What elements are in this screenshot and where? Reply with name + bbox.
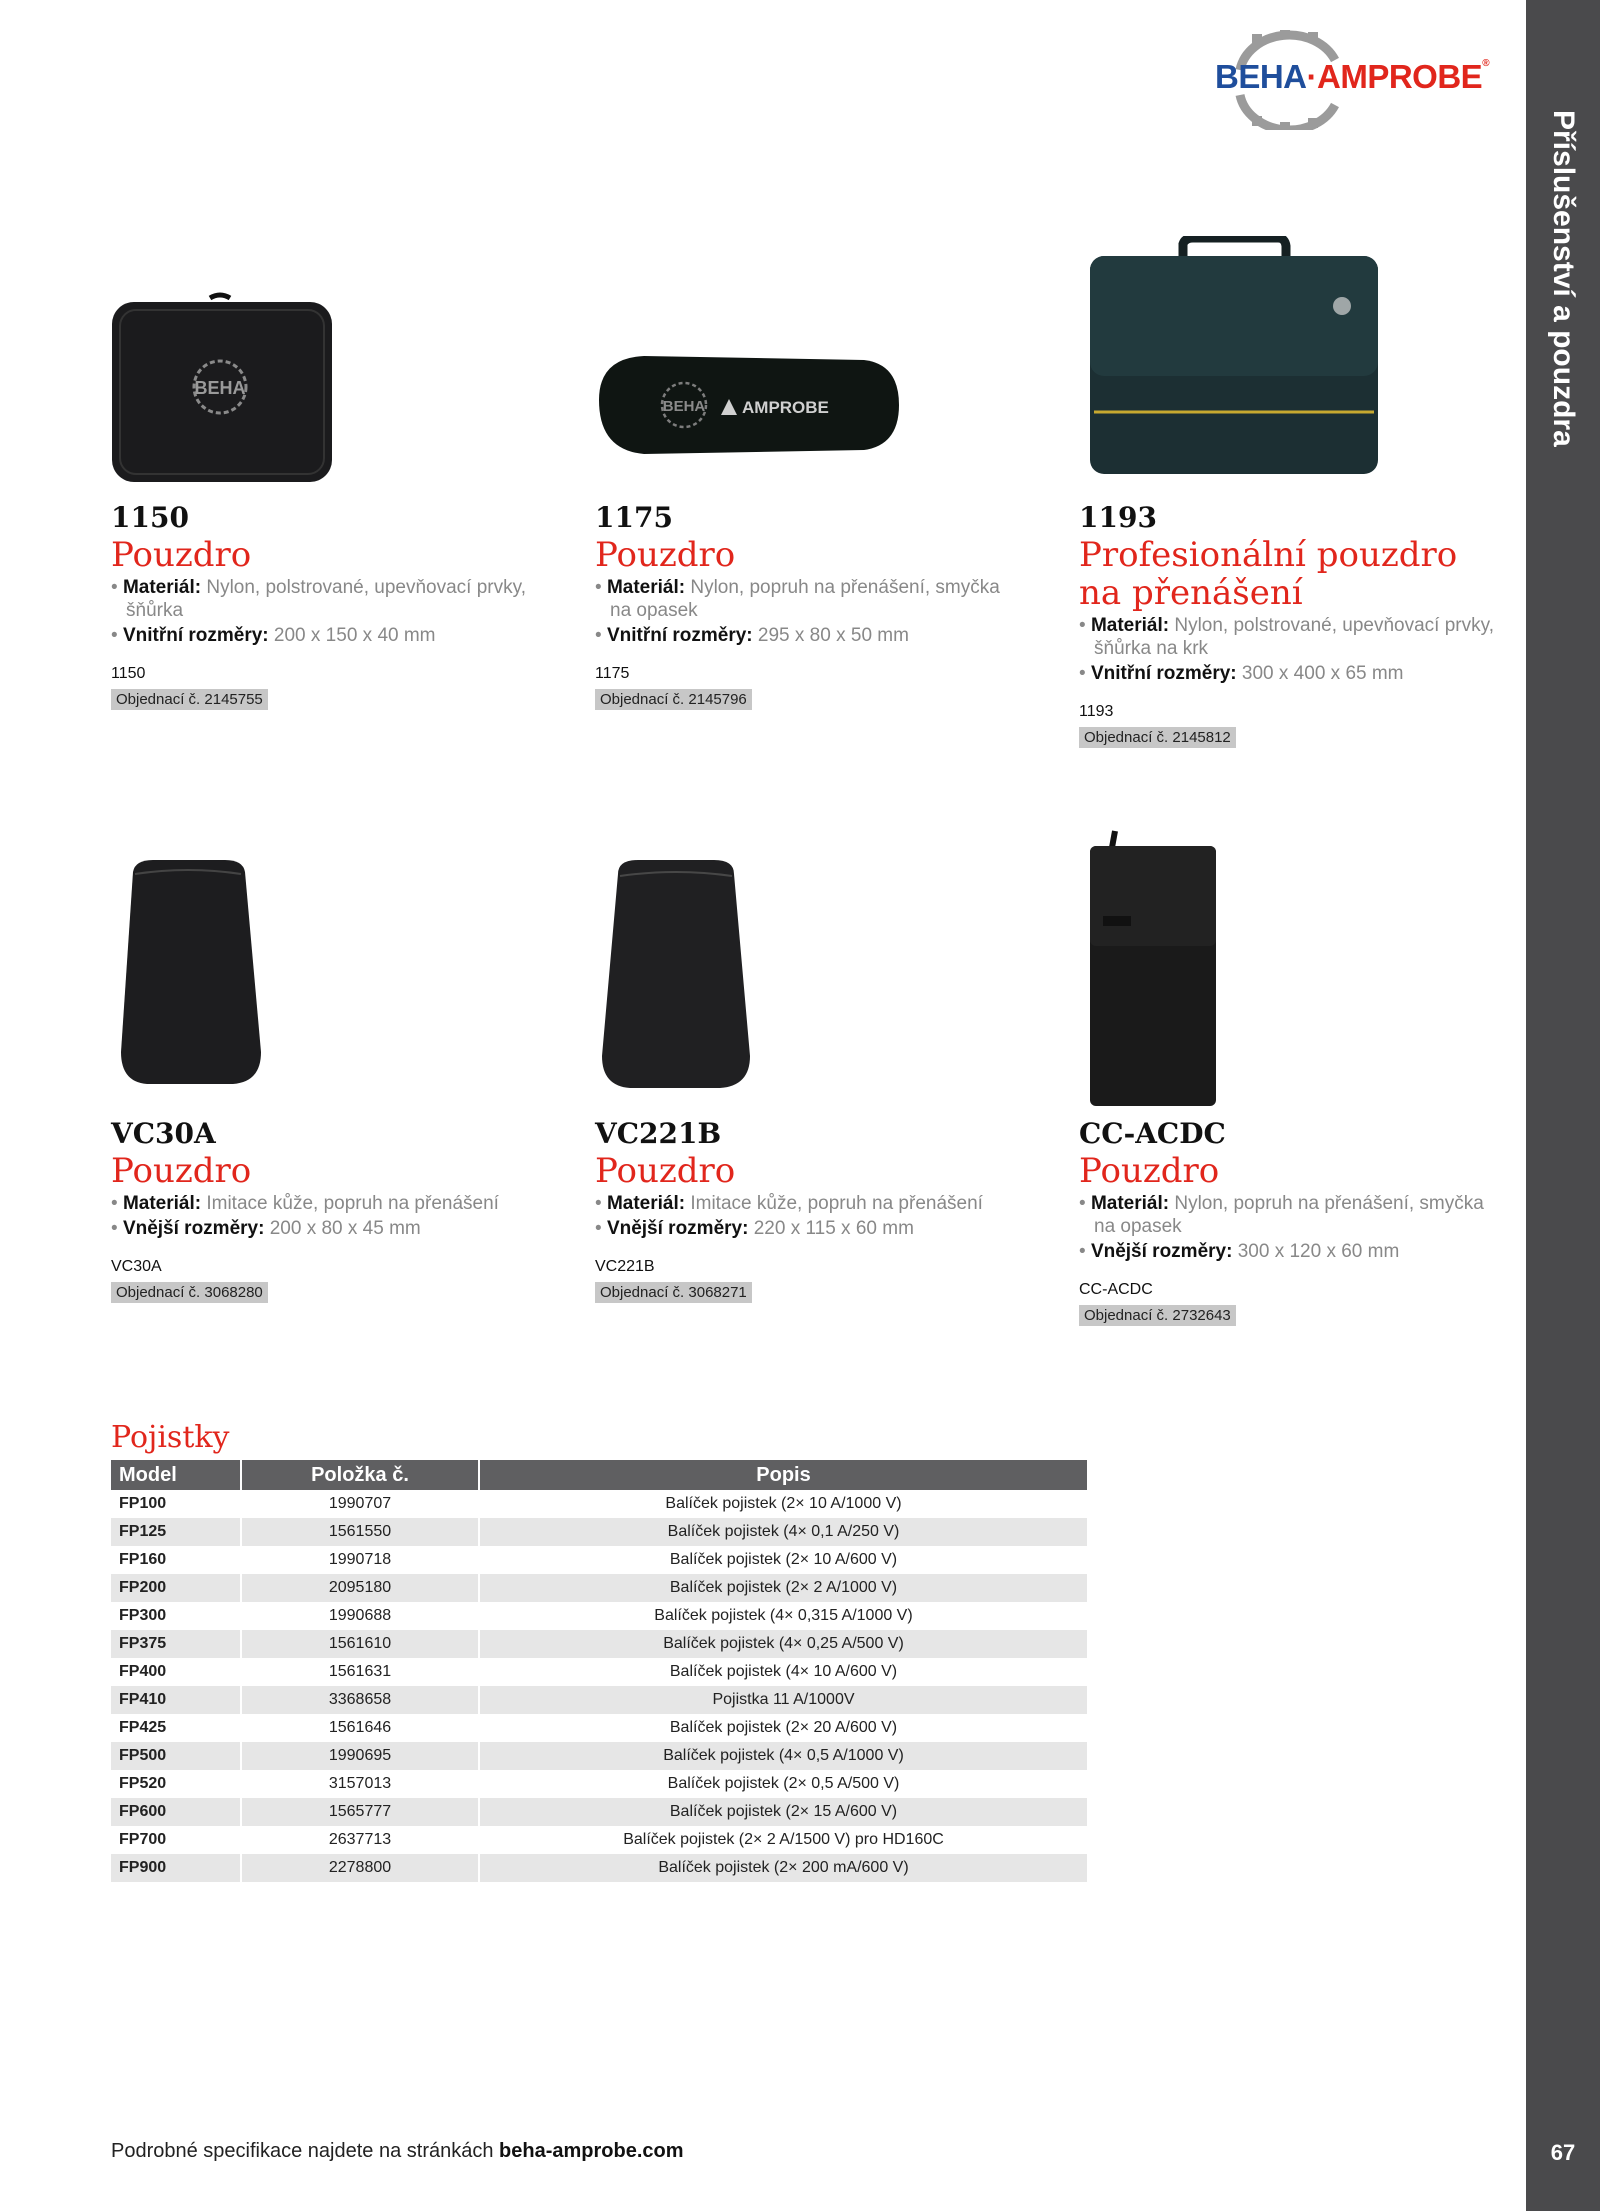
table-row: [111, 1602, 1088, 1630]
cell-description: Balíček pojistek (2× 2 A/1000 V): [479, 1574, 1088, 1602]
cell-description: Balíček pojistek (2× 200 mA/600 V): [479, 1854, 1088, 1882]
cell-description: Balíček pojistek (2× 10 A/1000 V): [479, 1490, 1088, 1518]
cell-description: Pojistka 11 A/1000V: [479, 1686, 1088, 1714]
table-row: [111, 1742, 1088, 1770]
cell-description: Balíček pojistek (2× 20 A/600 V): [479, 1714, 1088, 1742]
cell-model: FP160: [111, 1546, 241, 1574]
spec-value: Nylon, polstrované, upevňovací prvky, šňůrka: [126, 577, 527, 621]
table-row: [111, 1490, 1088, 1518]
table-row: [111, 1630, 1088, 1658]
spec-label: Vnější rozměry:: [1090, 1241, 1233, 1262]
cell-model: FP520: [111, 1770, 241, 1798]
cell-model: FP900: [111, 1854, 241, 1882]
case-1150-image: [110, 290, 335, 485]
spec-dimensions: • Vnější rozměry: 220 x 115 x 60 mm: [595, 1218, 914, 1239]
spec-label: Materiál:: [606, 577, 686, 598]
case-vc30a-image: [113, 852, 263, 1092]
case-vc221b-image: [596, 852, 754, 1094]
cell-item-number: 1990718: [241, 1546, 479, 1574]
case-1150-brand: BEHA: [194, 378, 246, 398]
spec-dimensions: • Vnější rozměry: 300 x 120 x 60 mm: [1079, 1241, 1400, 1262]
cell-model: FP500: [111, 1742, 241, 1770]
spec-value: Imitace kůže, popruh na přenášení: [206, 1193, 499, 1214]
cell-item-number: 1990695: [241, 1742, 479, 1770]
product-name: Pouzdro: [111, 1151, 252, 1191]
table-row: [111, 1854, 1088, 1882]
spec-value: Nylon, popruh na přenášení, smyčka na opasek: [1094, 1193, 1484, 1237]
case-1175-image: [594, 350, 904, 460]
spec-value: Nylon, polstrované, upevňovací prvky, šňůrka na krk: [1094, 615, 1495, 659]
order-model: VC30A: [111, 1258, 162, 1275]
cell-item-number: 2095180: [241, 1574, 479, 1602]
spec-label: Vnitřní rozměry:: [606, 625, 753, 646]
order-model: 1193: [1079, 703, 1114, 720]
product-code: VC221B: [595, 1117, 722, 1150]
order-number: Objednací č. 3068271: [595, 1282, 752, 1303]
cell-description: Balíček pojistek (2× 10 A/600 V): [479, 1546, 1088, 1574]
column-header-model: Model: [111, 1460, 241, 1490]
cell-model: FP375: [111, 1630, 241, 1658]
spec-value: 200 x 80 x 45 mm: [269, 1218, 421, 1239]
product-code: CC-ACDC: [1079, 1117, 1226, 1150]
cell-item-number: 1561646: [241, 1714, 479, 1742]
spec-label: Materiál:: [1090, 615, 1170, 636]
fuses-table-body: [111, 1490, 1088, 1882]
cell-item-number: 1561550: [241, 1518, 479, 1546]
spec-dimensions: • Vnitřní rozměry: 295 x 80 x 50 mm: [595, 625, 909, 646]
table-row: [111, 1826, 1088, 1854]
cell-description: Balíček pojistek (4× 0,1 A/250 V): [479, 1518, 1088, 1546]
spec-value: 300 x 400 x 65 mm: [1241, 663, 1404, 684]
cell-description: Balíček pojistek (2× 2 A/1500 V) pro HD160C: [479, 1826, 1088, 1854]
spec-dimensions: • Vnitřní rozměry: 300 x 400 x 65 mm: [1079, 663, 1404, 684]
spec-material: • Materiál: Nylon, popruh na přenášení, smyčka na opasek: [595, 577, 1000, 621]
table-row: [111, 1574, 1088, 1602]
order-model: 1175: [595, 665, 630, 682]
logo-wordmark: [1215, 58, 1489, 96]
section-title-text: Příslušenství a pouzdra: [1547, 110, 1580, 447]
product-vc30a: [111, 1118, 541, 1303]
order-number: Objednací č. 2145796: [595, 689, 752, 710]
cell-description: Balíček pojistek (2× 0,5 A/500 V): [479, 1770, 1088, 1798]
logo-registered: ®: [1482, 58, 1490, 69]
product-name: Pouzdro: [595, 1151, 736, 1191]
product-code: VC30A: [111, 1117, 216, 1150]
logo-dot: ·: [1306, 58, 1318, 95]
order-number: Objednací č. 2732643: [1079, 1305, 1236, 1326]
table-row: [111, 1686, 1088, 1714]
order-model: VC221B: [595, 1258, 655, 1275]
order-model: 1150: [111, 665, 146, 682]
spec-label: Materiál:: [1090, 1193, 1170, 1214]
spec-label: Materiál:: [606, 1193, 686, 1214]
spec-dimensions: • Vnitřní rozměry: 200 x 150 x 40 mm: [111, 625, 436, 646]
cell-item-number: 1565777: [241, 1798, 479, 1826]
cell-description: Balíček pojistek (4× 0,315 A/1000 V): [479, 1602, 1088, 1630]
case-1193-image: [1088, 236, 1380, 476]
spec-value: 300 x 120 x 60 mm: [1237, 1241, 1400, 1262]
footer-link[interactable]: beha-amprobe.com: [499, 2140, 684, 2162]
cell-model: FP700: [111, 1826, 241, 1854]
product-cc-acdc: [1079, 1118, 1509, 1326]
order-model: CC-ACDC: [1079, 1281, 1153, 1298]
cell-item-number: 1990688: [241, 1602, 479, 1630]
spec-material: • Materiál: Imitace kůže, popruh na přenášení: [595, 1193, 983, 1214]
spec-value: Imitace kůže, popruh na přenášení: [690, 1193, 983, 1214]
spec-label: Materiál:: [122, 1193, 202, 1214]
section-title: [1545, 110, 1581, 470]
cell-item-number: 3157013: [241, 1770, 479, 1798]
cell-model: FP100: [111, 1490, 241, 1518]
brand-logo: [1210, 30, 1510, 130]
order-number: Objednací č. 3068280: [111, 1282, 268, 1303]
spec-value: 295 x 80 x 50 mm: [757, 625, 909, 646]
fuses-heading: Pojistky: [111, 1420, 230, 1455]
cell-description: Balíček pojistek (4× 0,25 A/500 V): [479, 1630, 1088, 1658]
logo-beha: BEHA: [1215, 58, 1307, 95]
product-1175: [595, 502, 1025, 710]
spec-value: 220 x 115 x 60 mm: [753, 1218, 914, 1239]
order-number: Objednací č. 2145755: [111, 689, 268, 710]
table-row: [111, 1798, 1088, 1826]
cell-description: Balíček pojistek (2× 15 A/600 V): [479, 1798, 1088, 1826]
product-name: Pouzdro: [111, 535, 252, 575]
spec-material: • Materiál: Imitace kůže, popruh na přenášení: [111, 1193, 499, 1214]
cell-item-number: 1990707: [241, 1490, 479, 1518]
cell-item-number: 1561610: [241, 1630, 479, 1658]
cell-model: FP600: [111, 1798, 241, 1826]
spec-value: Nylon, popruh na přenášení, smyčka na opasek: [610, 577, 1000, 621]
cell-description: Balíček pojistek (4× 10 A/600 V): [479, 1658, 1088, 1686]
product-1150: [111, 502, 541, 710]
cell-item-number: 1561631: [241, 1658, 479, 1686]
cell-model: FP125: [111, 1518, 241, 1546]
table-row: [111, 1546, 1088, 1574]
fuses-table: [111, 1460, 1089, 1882]
table-row: [111, 1770, 1088, 1798]
column-header-description: Popis: [479, 1460, 1088, 1490]
product-vc221b: [595, 1118, 1025, 1303]
spec-material: • Materiál: Nylon, popruh na přenášení, smyčka na opasek: [1079, 1193, 1484, 1237]
spec-label: Vnitřní rozměry:: [122, 625, 269, 646]
spec-label: Vnitřní rozměry:: [1090, 663, 1237, 684]
table-row: [111, 1658, 1088, 1686]
page-number: 67: [1550, 2140, 1576, 2165]
case-1175-brand-right: AMPROBE: [742, 398, 829, 417]
cell-item-number: 3368658: [241, 1686, 479, 1714]
case-cc-acdc-image: [1085, 826, 1219, 1108]
case-1175-brand-left: BEHA: [662, 398, 706, 415]
spec-label: Materiál:: [122, 577, 202, 598]
product-1193: [1079, 502, 1509, 748]
logo-amprobe: AMPROBE: [1317, 58, 1483, 95]
footer-note: [111, 2140, 684, 2163]
spec-material: • Materiál: Nylon, polstrované, upevňovací prvky, šňůrka na krk: [1079, 615, 1495, 659]
spec-label: Vnější rozměry:: [606, 1218, 749, 1239]
cell-item-number: 2637713: [241, 1826, 479, 1854]
product-name: Pouzdro: [595, 535, 736, 575]
order-number: Objednací č. 2145812: [1079, 727, 1236, 748]
cell-model: FP300: [111, 1602, 241, 1630]
product-code: 1175: [595, 501, 673, 534]
cell-model: FP425: [111, 1714, 241, 1742]
spec-material: • Materiál: Nylon, polstrované, upevňovací prvky, šňůrka: [111, 577, 527, 621]
table-row: [111, 1518, 1088, 1546]
spec-label: Vnější rozměry:: [122, 1218, 265, 1239]
cell-model: FP410: [111, 1686, 241, 1714]
product-name: Pouzdro: [1079, 1151, 1220, 1191]
cell-model: FP400: [111, 1658, 241, 1686]
column-header-item-number: Položka č.: [241, 1460, 479, 1490]
cell-item-number: 2278800: [241, 1854, 479, 1882]
cell-description: Balíček pojistek (4× 0,5 A/1000 V): [479, 1742, 1088, 1770]
product-code: 1150: [111, 501, 189, 534]
table-row: [111, 1714, 1088, 1742]
table-header-row: [111, 1460, 1088, 1490]
spec-value: 200 x 150 x 40 mm: [273, 625, 436, 646]
footer-text: Podrobné specifikace najdete na stránkách: [111, 2140, 500, 2162]
cell-model: FP200: [111, 1574, 241, 1602]
product-code: 1193: [1079, 501, 1157, 534]
spec-dimensions: • Vnější rozměry: 200 x 80 x 45 mm: [111, 1218, 421, 1239]
product-name: Profesionální pouzdro na přenášení: [1079, 535, 1458, 613]
